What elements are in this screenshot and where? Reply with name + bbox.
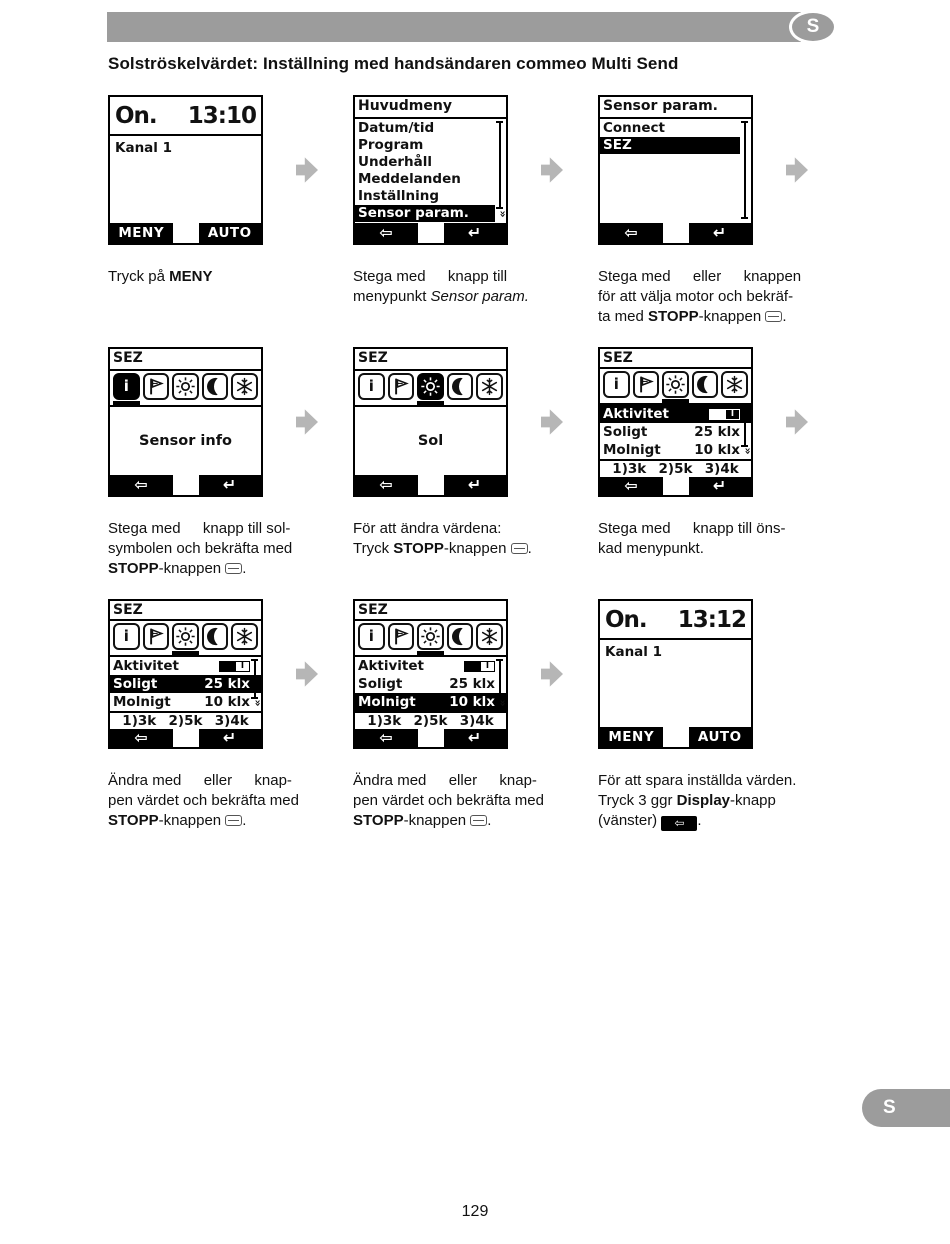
preset-2: 2)5k bbox=[413, 713, 448, 730]
sun-icon bbox=[417, 373, 444, 400]
sensor-tab-info bbox=[113, 373, 140, 400]
lcd-screen-sez-settings bbox=[108, 599, 263, 749]
time-label: 13:10 bbox=[187, 102, 256, 129]
softkey-row bbox=[355, 729, 506, 747]
setting-value: 10 klx bbox=[204, 694, 250, 710]
setting-row-molnigt bbox=[110, 693, 265, 711]
step-caption-1: Tryck på MENY bbox=[108, 268, 213, 285]
step-caption-5: För att ändra värdena: Tryck STOPP-knappen . bbox=[353, 520, 532, 557]
enter-softkey bbox=[199, 475, 262, 495]
lcd-menu-title: Sensor param. bbox=[600, 97, 751, 119]
lcd-menu-title: Huvudmeny bbox=[355, 97, 506, 119]
menu-item: Program bbox=[358, 137, 424, 153]
softkey-gap bbox=[418, 223, 444, 243]
sensor-tab-row bbox=[600, 369, 751, 405]
setting-name: Molnigt bbox=[113, 694, 171, 710]
enter-softkey bbox=[444, 729, 507, 747]
sun-icon bbox=[172, 623, 199, 650]
enter-arrow-icon: ↵ bbox=[467, 475, 482, 494]
back-softkey bbox=[600, 223, 663, 243]
setting-name: Aktivitet bbox=[603, 406, 669, 422]
menu-item: Underhåll bbox=[358, 154, 433, 170]
menu-item: Meddelanden bbox=[358, 171, 461, 187]
softkey-gap bbox=[418, 475, 444, 495]
stopp-button-icon bbox=[470, 815, 487, 826]
info-icon: i bbox=[113, 623, 140, 650]
sensor-tab-moon bbox=[202, 373, 229, 400]
language-badge bbox=[789, 10, 837, 44]
setting-value: 10 klx bbox=[449, 694, 495, 710]
wind-sensor-icon bbox=[388, 373, 415, 400]
softkey-row bbox=[355, 475, 506, 495]
step-caption-8: Ändra med eller knap- pen värdet och bekräfta med STOPP-knappen . bbox=[353, 772, 544, 829]
softkey-row bbox=[600, 727, 751, 747]
activity-toggle-icon: I bbox=[709, 409, 740, 420]
auto-softkey: AUTO bbox=[689, 727, 752, 747]
step-caption-3: Stega med eller knappen för att välja motor och bekräf- ta med STOPP-knappen . bbox=[598, 268, 802, 325]
time-label: 13:12 bbox=[677, 606, 746, 633]
moon-icon bbox=[202, 623, 229, 650]
auto-softkey: AUTO bbox=[199, 223, 262, 243]
menu-list bbox=[355, 119, 510, 223]
display-button-icon: ⇦ bbox=[661, 816, 697, 831]
enter-arrow-icon: ↵ bbox=[467, 223, 482, 242]
setting-row-soligt bbox=[355, 675, 506, 693]
page-number: 129 bbox=[461, 1203, 489, 1220]
menu-item-selected: SEZ bbox=[600, 137, 740, 154]
next-step-arrow bbox=[541, 407, 563, 437]
sensor-tab-info bbox=[358, 373, 385, 400]
channel-label: Kanal 1 bbox=[115, 140, 173, 156]
lcd-screen-sez-sol bbox=[353, 347, 508, 497]
sensor-tab-info bbox=[358, 623, 385, 650]
sensor-tab-moon bbox=[202, 623, 229, 650]
lcd-menu-title: SEZ bbox=[110, 601, 261, 621]
settings-list bbox=[355, 657, 510, 713]
language-side-tab bbox=[862, 1089, 950, 1127]
enter-arrow-icon: ↵ bbox=[467, 728, 482, 748]
sensor-tab-frost bbox=[231, 373, 258, 400]
preset-1: 1)3k bbox=[367, 713, 402, 730]
setting-name: Soligt bbox=[113, 676, 158, 692]
back-arrow-icon: ⇦ bbox=[134, 475, 149, 494]
softkey-row bbox=[355, 223, 506, 243]
sensor-tab-info bbox=[113, 623, 140, 650]
sensor-tab-moon bbox=[447, 623, 474, 650]
setting-row-aktivitet bbox=[600, 405, 751, 423]
moon-icon bbox=[692, 371, 719, 398]
language-badge-label: S bbox=[806, 16, 820, 37]
back-softkey bbox=[355, 729, 418, 747]
preset-row bbox=[355, 713, 506, 729]
back-softkey bbox=[355, 475, 418, 495]
lcd-menu-title: SEZ bbox=[110, 349, 261, 371]
softkey-row bbox=[110, 475, 261, 495]
sensor-tab-sun bbox=[172, 373, 199, 400]
scrollbar bbox=[496, 659, 503, 699]
enter-softkey bbox=[444, 223, 507, 243]
preset-row bbox=[110, 713, 261, 729]
setting-value: 25 klx bbox=[449, 676, 495, 692]
softkey-gap bbox=[663, 223, 689, 243]
day-label: On. bbox=[605, 606, 647, 633]
preset-row bbox=[600, 461, 751, 477]
section-title: Solströskelvärdet: Inställning med handsändaren commeo Multi Send bbox=[108, 54, 679, 73]
setting-name: Aktivitet bbox=[358, 658, 424, 674]
softkey-gap bbox=[663, 477, 689, 495]
sensor-tab-sun bbox=[417, 623, 444, 650]
sensor-tab-row bbox=[110, 621, 261, 657]
softkey-gap bbox=[173, 223, 199, 243]
sensor-tab-frost bbox=[476, 373, 503, 400]
softkey-gap bbox=[173, 475, 199, 495]
back-softkey bbox=[355, 223, 418, 243]
sun-icon bbox=[172, 373, 199, 400]
meny-softkey: MENY bbox=[600, 727, 663, 747]
lcd-body bbox=[110, 136, 261, 223]
setting-row-molnigt bbox=[600, 441, 755, 459]
back-arrow-icon: ⇦ bbox=[624, 223, 639, 242]
lcd-body bbox=[600, 640, 751, 727]
menu-item-selected: Sensor param. bbox=[355, 205, 495, 222]
lcd-screen-sez-info bbox=[108, 347, 263, 497]
frost-icon bbox=[721, 371, 748, 398]
sensor-tab-info bbox=[603, 371, 630, 398]
sensor-page-label: Sensor info bbox=[139, 433, 232, 449]
setting-row-aktivitet bbox=[110, 657, 261, 675]
preset-3: 3)4k bbox=[214, 713, 249, 730]
sensor-tab-sun bbox=[172, 623, 199, 650]
enter-softkey bbox=[689, 223, 752, 243]
sensor-tab-sun bbox=[662, 371, 689, 398]
menu-item: Connect bbox=[603, 120, 666, 136]
preset-1: 1)3k bbox=[122, 713, 157, 730]
stopp-button-icon bbox=[511, 543, 528, 554]
stopp-button-icon bbox=[765, 311, 782, 322]
softkey-gap bbox=[663, 727, 689, 747]
sensor-tab-frost bbox=[231, 623, 258, 650]
softkey-gap bbox=[418, 729, 444, 747]
side-tab-label: S bbox=[883, 1097, 896, 1118]
moon-icon bbox=[447, 373, 474, 400]
back-arrow-icon: ⇦ bbox=[379, 223, 394, 242]
softkey-row bbox=[110, 729, 261, 747]
scrollbar bbox=[741, 407, 748, 447]
wind-sensor-icon bbox=[143, 373, 170, 400]
enter-softkey bbox=[689, 477, 752, 495]
lcd-menu-title: SEZ bbox=[355, 349, 506, 371]
next-step-arrow bbox=[541, 155, 563, 185]
enter-arrow-icon: ↵ bbox=[222, 475, 237, 494]
enter-arrow-icon: ↵ bbox=[712, 476, 727, 496]
info-icon: i bbox=[358, 623, 385, 650]
info-icon: i bbox=[358, 373, 385, 400]
next-step-arrow bbox=[786, 155, 808, 185]
softkey-row bbox=[110, 223, 261, 243]
sensor-tab-wind bbox=[633, 371, 660, 398]
settings-list bbox=[600, 405, 755, 461]
day-label: On. bbox=[115, 102, 157, 129]
lcd-menu-title: SEZ bbox=[355, 601, 506, 621]
sensor-tab-row bbox=[355, 621, 506, 657]
lcd-screen-status bbox=[598, 599, 753, 749]
enter-softkey bbox=[444, 475, 507, 495]
wind-sensor-icon bbox=[388, 623, 415, 650]
step-caption-2: Stega med knapp till menypunkt Sensor param. bbox=[353, 268, 529, 305]
enter-arrow-icon: ↵ bbox=[712, 223, 727, 242]
setting-row-soligt bbox=[600, 423, 751, 441]
sun-icon bbox=[662, 371, 689, 398]
frost-icon bbox=[231, 623, 258, 650]
moon-icon bbox=[202, 373, 229, 400]
back-arrow-icon: ⇦ bbox=[134, 728, 149, 748]
back-arrow-icon: ⇦ bbox=[624, 476, 639, 496]
lcd-screen-sez-settings bbox=[598, 347, 753, 497]
activity-toggle-icon: I bbox=[219, 661, 250, 672]
scrollbar bbox=[251, 659, 258, 699]
step-caption-7: Ändra med eller knap- pen värdet och bekräfta med STOPP-knappen . bbox=[108, 772, 299, 829]
softkey-row bbox=[600, 223, 751, 243]
sensor-tab-frost bbox=[721, 371, 748, 398]
settings-list bbox=[110, 657, 265, 713]
sensor-page-label: Sol bbox=[417, 433, 444, 449]
setting-row-molnigt bbox=[355, 693, 510, 711]
step-caption-4: Stega med knapp till sol- symbolen och bekräfta med STOPP-knappen . bbox=[108, 520, 293, 577]
back-arrow-icon: ⇦ bbox=[379, 475, 394, 494]
sensor-tab-row bbox=[110, 371, 261, 407]
setting-row-aktivitet bbox=[355, 657, 506, 675]
preset-3: 3)4k bbox=[459, 713, 494, 730]
setting-name: Soligt bbox=[358, 676, 403, 692]
scroll-down-icon: » bbox=[251, 699, 265, 707]
sensor-tab-moon bbox=[447, 373, 474, 400]
preset-2: 2)5k bbox=[658, 461, 693, 478]
activity-toggle-icon: I bbox=[464, 661, 495, 672]
sensor-tab-row bbox=[355, 371, 506, 407]
sensor-tab-wind bbox=[388, 623, 415, 650]
scrollbar bbox=[741, 121, 748, 219]
scroll-down-icon: » bbox=[496, 210, 510, 218]
next-step-arrow bbox=[296, 155, 318, 185]
lcd-status-header bbox=[110, 97, 261, 136]
back-softkey bbox=[600, 477, 663, 495]
back-softkey bbox=[110, 475, 173, 495]
setting-value: 25 klx bbox=[204, 676, 250, 692]
sensor-tab-sun bbox=[417, 373, 444, 400]
stopp-button-icon bbox=[225, 815, 242, 826]
setting-name: Molnigt bbox=[358, 694, 416, 710]
next-step-arrow bbox=[296, 407, 318, 437]
info-icon: i bbox=[113, 373, 140, 400]
scrollbar bbox=[496, 121, 503, 209]
info-icon: i bbox=[603, 371, 630, 398]
enter-softkey bbox=[199, 729, 262, 747]
lcd-screen-main-menu bbox=[353, 95, 508, 245]
back-arrow-icon: ⇦ bbox=[379, 728, 394, 748]
channel-label: Kanal 1 bbox=[605, 644, 663, 660]
step-caption-6: Stega med knapp till öns- kad menypunkt. bbox=[598, 520, 786, 557]
menu-list bbox=[600, 119, 751, 223]
sensor-tab-wind bbox=[388, 373, 415, 400]
preset-2: 2)5k bbox=[168, 713, 203, 730]
enter-arrow-icon: ↵ bbox=[222, 728, 237, 748]
lcd-status-header bbox=[600, 601, 751, 640]
menu-item: Datum/tid bbox=[358, 120, 435, 136]
sensor-tab-wind bbox=[143, 623, 170, 650]
scroll-down-icon: » bbox=[496, 699, 510, 707]
setting-name: Molnigt bbox=[603, 442, 661, 458]
sun-icon bbox=[417, 623, 444, 650]
meny-softkey: MENY bbox=[110, 223, 173, 243]
sensor-tab-moon bbox=[692, 371, 719, 398]
wind-sensor-icon bbox=[633, 371, 660, 398]
preset-3: 3)4k bbox=[704, 461, 739, 478]
scroll-down-icon: » bbox=[741, 447, 755, 455]
frost-icon bbox=[476, 373, 503, 400]
next-step-arrow bbox=[541, 659, 563, 689]
setting-name: Soligt bbox=[603, 424, 648, 440]
setting-name: Aktivitet bbox=[113, 658, 179, 674]
wind-sensor-icon bbox=[143, 623, 170, 650]
setting-value: 25 klx bbox=[694, 424, 740, 440]
next-step-arrow bbox=[296, 659, 318, 689]
preset-1: 1)3k bbox=[612, 461, 647, 478]
moon-icon bbox=[447, 623, 474, 650]
sensor-tab-frost bbox=[476, 623, 503, 650]
sensor-tab-wind bbox=[143, 373, 170, 400]
menu-item: Inställning bbox=[358, 188, 439, 204]
lcd-screen-sensor-param bbox=[598, 95, 753, 245]
frost-icon bbox=[231, 373, 258, 400]
setting-row-soligt bbox=[110, 675, 261, 693]
frost-icon bbox=[476, 623, 503, 650]
next-step-arrow bbox=[786, 407, 808, 437]
lcd-screen-status bbox=[108, 95, 263, 245]
header-bar bbox=[107, 12, 801, 42]
setting-value: 10 klx bbox=[694, 442, 740, 458]
step-caption-9: För att spara inställda värden. Tryck 3 ggr Display-knapp (vänster) ⇦ . bbox=[598, 772, 797, 830]
lcd-screen-sez-settings bbox=[353, 599, 508, 749]
back-softkey bbox=[110, 729, 173, 747]
lcd-menu-title: SEZ bbox=[600, 349, 751, 369]
stopp-button-icon bbox=[225, 563, 242, 574]
softkey-row bbox=[600, 477, 751, 495]
softkey-gap bbox=[173, 729, 199, 747]
